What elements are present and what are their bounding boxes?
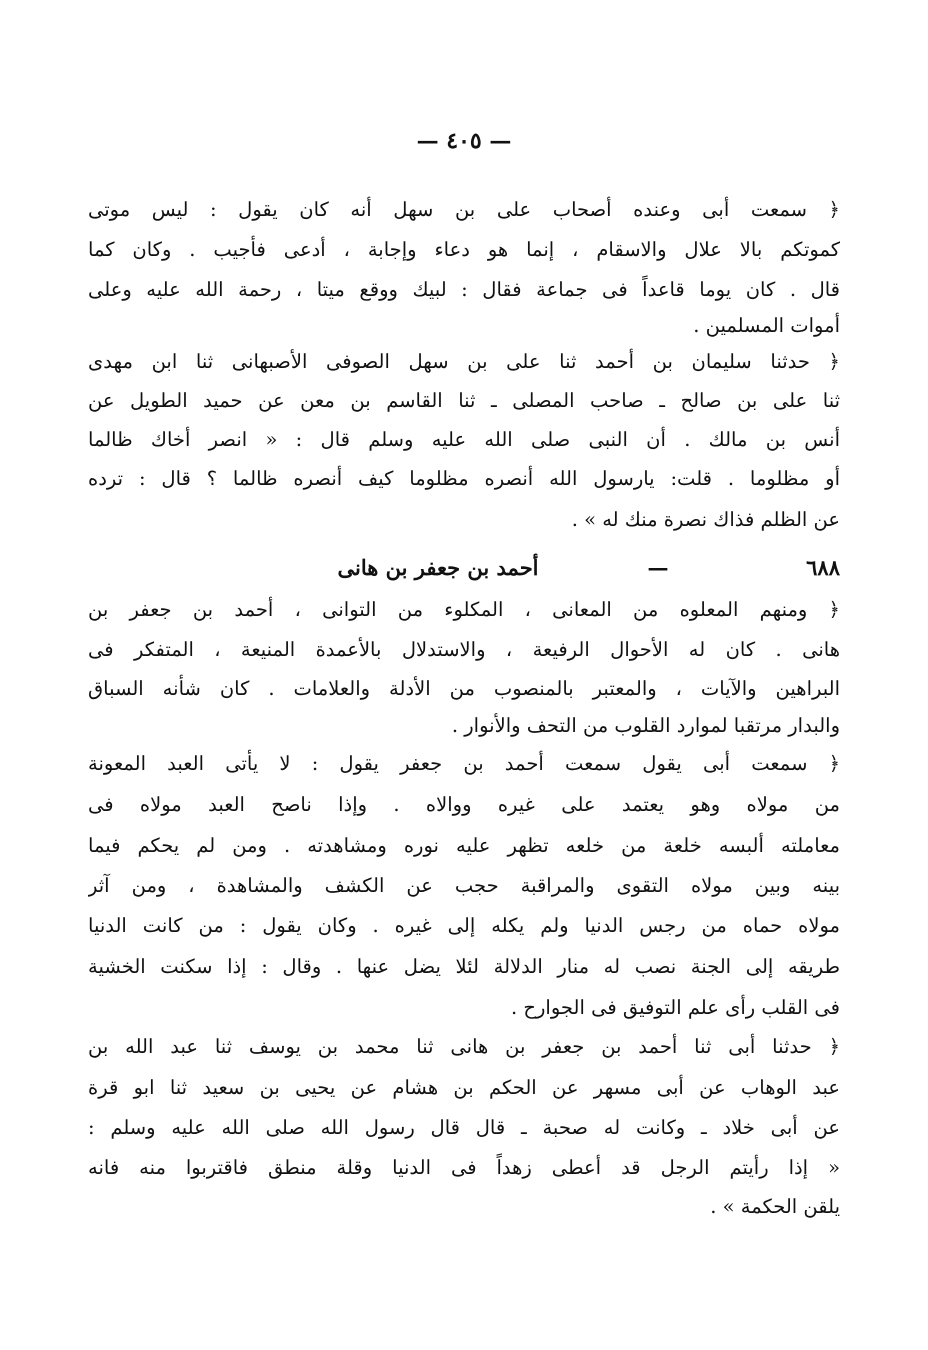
page-number: — ٤٠٥ — — [416, 128, 512, 154]
text-line-9: عن الظلم فذاك نصرة منك له » . — [571, 508, 840, 531]
text-line-6: ثنا على بن صالح ـ صاحب المصلى ـ ثنا القاسم بن معن عن حميد الطويل عن — [88, 389, 840, 412]
text-line-19: طريقه إلى الجنة نصب له منار الدلالة لئلا يضل عنها . وقال : إذا سكنت الخشية — [88, 955, 840, 978]
heading-dash: — — [647, 555, 669, 580]
text-line-5: ﴿ حدثنا سليمان بن أحمد ثنا على بن سهل الصوفى الأصبهانى ثنا ابن مهدى — [88, 350, 840, 373]
entry-number: ٦٨٨ — [806, 555, 840, 580]
text-line-1: ﴿ سمعت أبى وعنده أصحاب على بن سهل أنه كان يقول : ليس موتى — [88, 198, 840, 221]
text-line-23: عن أبى خلاد ـ وكانت له صحبة ـ قال قال رسول الله صلى الله عليه وسلم : — [88, 1116, 840, 1139]
text-line-24: « إذا رأيتم الرجل قد أعطى زهداً فى الدنيا وقلة منطق فاقتربوا منه فانه — [88, 1156, 840, 1179]
entry-name: أحمد بن جعفر بن هانى — [337, 555, 539, 580]
text-line-21: ﴿ حدثنا أبى ثنا أحمد بن جعفر بن هانى ثنا محمد بن يوسف ثنا عبد الله بن — [88, 1035, 840, 1058]
text-line-4: أموات المسلمين . — [693, 314, 840, 337]
text-line-8: أو مظلوما . قلت: يارسول الله أنصره مظلوما كيف أنصره ظالما ؟ قال : ترده — [88, 467, 840, 490]
text-line-20: فى القلب رأى علم التوفيق فى الجوارح . — [511, 996, 840, 1019]
text-line-22: عبد الوهاب عن أبى مسهر عن الحكم بن هشام عن يحيى بن سعيد ثنا ابو قرة — [88, 1076, 840, 1099]
text-line-2: كموتكم بالا علال والاسقام ، إنما هو دعاء وإجابة ، أدعى فأجيب . وكان كما — [88, 238, 840, 261]
text-line-13: والبدار مرتقبا لموارد القلوب من التحف والأنوار . — [451, 714, 840, 737]
entry-heading — [0, 546, 928, 590]
text-line-12: البراهين والآيات ، والمعتبر بالمنصوب من الأدلة والعلامات . كان شأنه السباق — [88, 677, 840, 700]
text-line-3: قال . كان يوما قاعداً فى جماعة فقال : لبيك ووقع ميتا ، رحمة الله عليه وعلى — [88, 278, 840, 301]
text-line-10: ﴿ ومنهم المعلوه من المعانى ، المكلوء من التوانى ، أحمد بن جعفر بن — [88, 598, 840, 621]
text-line-18: مولاه حماه من رجس الدنيا ولم يكله إلى غيره . وكان يقول : من كانت الدنيا — [88, 914, 840, 937]
text-line-7: أنس بن مالك . أن النبى صلى الله عليه وسلم قال : « انصر أخاك ظالما — [88, 428, 840, 451]
text-line-25: يلقن الحكمة » . — [710, 1195, 840, 1218]
text-line-16: معاملته ألبسه خلعة من خلعه تظهر عليه نوره ومشاهدته . ومن لم يحكم فيما — [88, 834, 840, 857]
text-line-17: بينه وبين مولاه التقوى والمراقبة حجب عن الكشف والمشاهدة ، ومن آثر — [88, 874, 840, 897]
text-line-11: هانى . كان له الأحوال الرفيعة ، والاستدلال بالأعمدة المنيعة ، المتفكر فى — [88, 638, 840, 661]
text-line-15: من مولاه وهو يعتمد على غيره ووالاه . وإذا ناصح العبد مولاه فى — [88, 793, 840, 816]
text-line-14: ﴿ سمعت أبى يقول سمعت أحمد بن جعفر يقول : لا يأتى العبد المعونة — [88, 752, 840, 775]
